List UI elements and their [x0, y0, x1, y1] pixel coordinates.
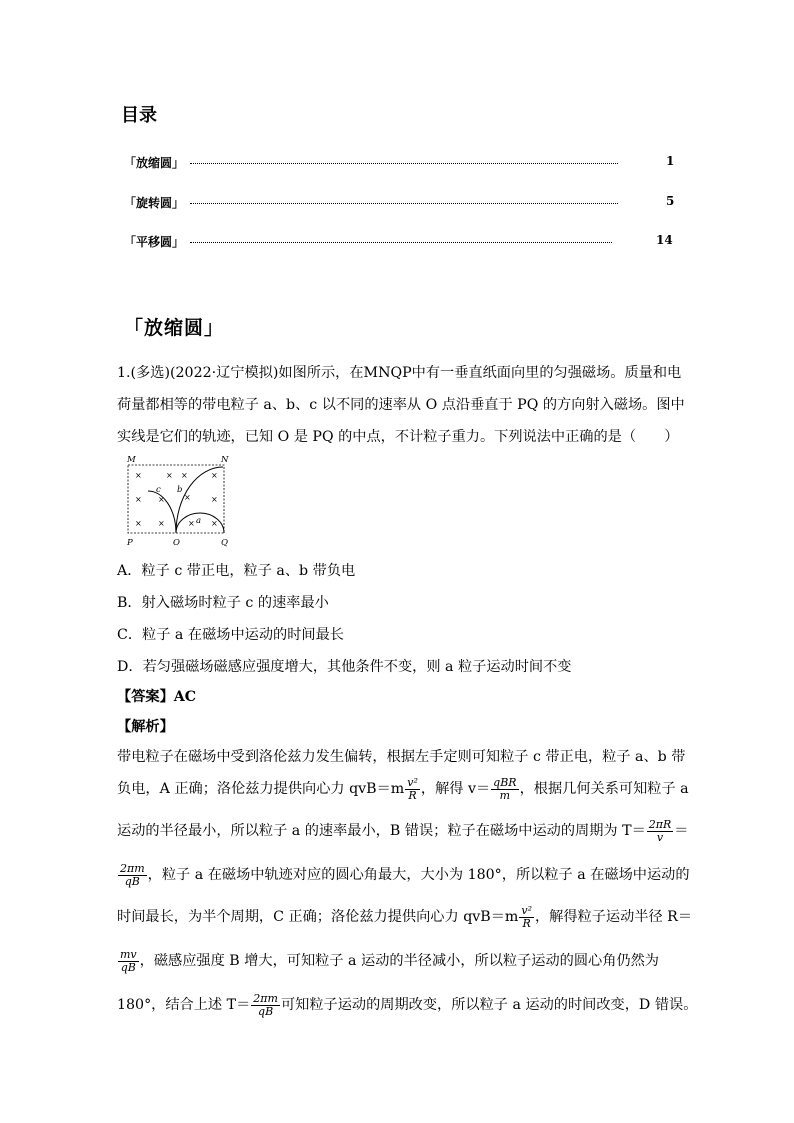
label-m: M	[127, 455, 136, 465]
section-title: 「放缩圆」	[124, 317, 225, 339]
toc-entry-label: 「旋转圆」	[124, 196, 185, 210]
toc-leader-dots	[190, 233, 612, 243]
analysis-line: 负电，A 正确；洛伦兹力提供向心力 qvB＝m $\frac{\text{v²}}{R}$ ，解得 v＝ $\frac{\text{qBR}}{m}$ ，根据几何关系可知粒子 a	[117, 775, 689, 802]
analysis-line: 180°，结合上述 T＝ $\frac{2\pi m}{qB}$ 可知粒子运动的周期改变，所以粒子 a 运动的时间改变，D 错误。	[117, 991, 698, 1018]
analysis-label: 【解析】	[117, 719, 174, 735]
label-q: Q	[221, 538, 228, 547]
fraction-mv-over-qb: $\frac{mv}{qB}$	[120, 947, 137, 974]
svg-text:×: ×	[135, 471, 142, 480]
field-boundary	[128, 465, 224, 533]
toc-entry-label: 「平移圆」	[124, 235, 185, 249]
toc-entry-page: 14	[656, 233, 673, 247]
svg-text:×: ×	[181, 471, 188, 480]
toc-leader-dots	[190, 194, 618, 204]
fraction-2pim-over-qb: $\frac{2\pi m}{qB}$	[253, 991, 278, 1018]
svg-text:×: ×	[135, 519, 142, 528]
svg-text:×: ×	[211, 495, 218, 504]
label-p: P	[127, 538, 133, 547]
analysis-line: 带电粒子在磁场中受到洛伦兹力发生偏转，根据左手定则可知粒子 c 带正电，粒子 a、b 带	[117, 749, 686, 765]
analysis-line: 运动的半径最小，所以粒子 a 的速率最小，B 错误；粒子在磁场中运动的周期为 T＝ $\frac{2\pi R}{v}$ ＝	[117, 817, 689, 844]
svg-text:×: ×	[158, 495, 165, 504]
svg-text:×: ×	[158, 519, 165, 528]
svg-text:×: ×	[135, 495, 142, 504]
label-b: b	[177, 485, 183, 495]
svg-text:×: ×	[188, 519, 195, 528]
question-line: 实线是它们的轨迹，已知 O 是 PQ 的中点，不计粒子重力。下列说法中正确的是（ ）	[117, 429, 679, 445]
option-c[interactable]: C．粒子 a 在磁场中运动的时间最长	[117, 627, 344, 643]
toc-entry[interactable]	[124, 194, 674, 212]
fraction-2pim-over-qb: $\frac{2\pi m}{qB}$	[120, 861, 145, 888]
option-b[interactable]: B．射入磁场时粒子 c 的速率最小	[117, 595, 329, 611]
fraction-v2-over-r: $\frac{\text{v²}}{R}$	[521, 903, 532, 930]
toc-entry-page: 1	[666, 154, 675, 168]
analysis-line: $\frac{mv}{qB}$ ，磁感应强度 B 增大，可知粒子 a 运动的半径减小，所以粒子运动的圆心角仍然为	[120, 947, 659, 974]
toc-entry-label: 「放缩圆」	[124, 156, 185, 170]
analysis-line: 时间最长，为半个周期，C 正确；洛伦兹力提供向心力 qvB＝m $\frac{\text{v²}}{R}$ ，解得粒子运动半径 R＝	[117, 903, 693, 930]
option-a[interactable]: A．粒子 c 带正电，粒子 a、b 带负电	[117, 563, 356, 579]
toc-entry[interactable]	[124, 233, 674, 251]
label-c: c	[156, 485, 161, 495]
question-line: 1.(多选)(2022·辽宁模拟)如图所示，在MNQP中有一垂直纸面向里的匀强磁场。质量和电	[117, 365, 682, 381]
answer: 【答案】AC	[117, 689, 197, 705]
fraction-2pir-over-v: $\frac{2\pi R}{v}$	[648, 817, 672, 844]
option-d[interactable]: D．若匀强磁场磁感应强度增大，其他条件不变，则 a 粒子运动时间不变	[117, 659, 572, 675]
label-a: a	[196, 516, 202, 526]
field-crosses	[135, 471, 218, 528]
magnetic-field-figure	[118, 455, 236, 547]
toc-entry[interactable]	[124, 154, 674, 172]
question-line: 荷量都相等的带电粒子 a、b、c 以不同的速率从 O 点沿垂直于 PQ 的方向射入磁场。图中	[117, 397, 685, 413]
label-n: N	[221, 455, 229, 465]
fraction-v2-over-r: $\frac{\text{v²}}{R}$	[407, 775, 418, 802]
toc-entry-page: 5	[666, 194, 675, 208]
svg-text:×: ×	[166, 471, 173, 480]
analysis-line: $\frac{2\pi m}{qB}$ ，粒子 a 在磁场中轨迹对应的圆心角最大，大小为 180°，所以粒子 a 在磁场中运动的	[120, 861, 690, 888]
label-o: O	[173, 538, 180, 547]
svg-text:×: ×	[211, 519, 218, 528]
fraction-qbr-over-m: $\frac{\text{qBR}}{m}$	[493, 775, 517, 802]
svg-text:×: ×	[184, 493, 191, 502]
svg-text:×: ×	[211, 471, 218, 480]
toc-title: 目录	[121, 105, 157, 126]
toc-leader-dots	[190, 154, 618, 164]
